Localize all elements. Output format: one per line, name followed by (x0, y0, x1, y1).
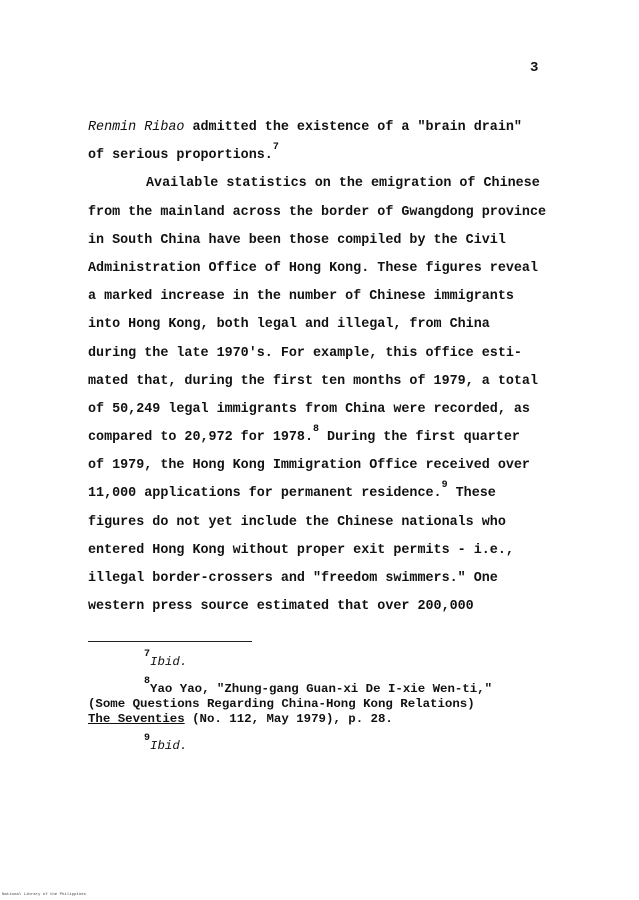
text-line-12-after: During the first quarter (319, 430, 520, 446)
footnote-ref-8: 8 (313, 424, 320, 436)
text-line-1 (88, 114, 588, 142)
text-line-2 (88, 142, 588, 170)
footnote-ref-7: 7 (272, 142, 279, 154)
footnote-8-text-1: Yao Yao, "Zhung-gang Guan-xi De I-xie Wen-ti," (150, 682, 493, 696)
footnote-8-text-3: (No. 112, May 1979), p. 28. (184, 712, 393, 726)
text-line-3: Available statistics on the emigration of Chinese (146, 176, 540, 192)
text-line-17: illegal border-crossers and "freedom swimmers." One (88, 571, 498, 586)
footnote-divider (88, 641, 252, 642)
footnote-7-mark: 7 (144, 649, 151, 660)
footnote-8-line-3 (88, 712, 608, 727)
footnote-8-mark: 8 (144, 676, 151, 687)
footnote-7 (88, 649, 608, 670)
body-text (88, 114, 588, 621)
text-line-1-rest: admitted the existence of a "brain drain" (184, 120, 522, 135)
text-line-14-after: These (447, 486, 496, 502)
footnote-8-line-2: (Some Questions Regarding China-Hong Kong Relations) (88, 697, 475, 711)
footnote-9 (88, 733, 608, 754)
text-line-7: a marked increase in the number of Chinese immigrants (88, 289, 514, 305)
footnote-9-mark: 9 (144, 733, 151, 744)
text-line-18: western press source estimated that over 200,000 (88, 599, 474, 615)
footnote-gap (88, 670, 608, 682)
footnote-7-text: Ibid. (150, 655, 188, 669)
text-line-9: during the late 1970's. For example, this office esti- (88, 345, 522, 361)
text-line-16: entered Hong Kong without proper exit permits - i.e., (88, 542, 514, 558)
footnote-gap-2 (88, 727, 608, 739)
newspaper-title: Renmin Ribao (88, 120, 185, 135)
footnote-ref-9: 9 (441, 480, 448, 492)
footnote-9-text: Ibid. (150, 739, 188, 753)
text-line-13: of 1979, the Hong Kong Immigration Office received over (88, 458, 530, 474)
text-line-11: of 50,249 legal immigrants from China were recorded, as (88, 401, 530, 417)
text-line-6: Administration Office of Hong Kong. These figures reveal (88, 260, 538, 276)
text-line-2-text: of serious proportions. (88, 148, 273, 164)
text-line-14-text: 11,000 applications for permanent residence. (88, 486, 442, 502)
text-line-15: figures do not yet include the Chinese nationals who (88, 514, 506, 530)
page-number: 3 (530, 60, 539, 76)
publication-title: The Seventies (88, 712, 185, 726)
library-footer: National Library of the Philippines (2, 893, 87, 897)
text-line-12 (88, 424, 588, 452)
text-line-14 (88, 480, 588, 508)
text-line-8: into Hong Kong, both legal and illegal, from China (88, 317, 490, 333)
text-line-10: mated that, during the first ten months of 1979, a total (88, 373, 538, 389)
text-line-5: in South China have been those compiled by the Civil (88, 232, 506, 248)
footnote-8-line-1 (88, 676, 608, 697)
text-line-12-text: compared to 20,972 for 1978. (88, 430, 313, 446)
text-line-4: from the mainland across the border of Gwangdong province (88, 204, 547, 220)
footnotes (88, 649, 608, 754)
